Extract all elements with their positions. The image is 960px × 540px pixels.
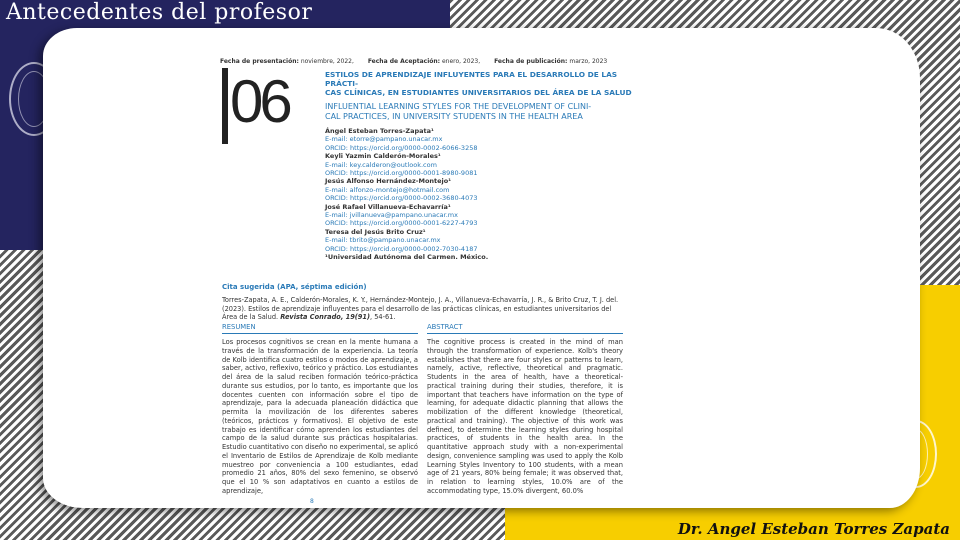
page-mark: 8 bbox=[310, 498, 314, 505]
author-orcid-link[interactable]: https://orcid.org/0000-0001-6227-4793 bbox=[350, 219, 478, 228]
author-orcid-link[interactable]: https://orcid.org/0000-0002-6066-3258 bbox=[350, 143, 478, 152]
author-list bbox=[325, 127, 635, 262]
abstract-columns bbox=[222, 323, 632, 495]
article-page bbox=[220, 44, 635, 505]
author-entry: José Rafael Villanueva-Echavarría¹ E-mail: jvillanueva@pampano.unacar.mx ORCID: https://orcid.org/0000-0001-6227-4793 bbox=[325, 202, 478, 228]
article-number: 06 bbox=[230, 68, 289, 135]
article-number-rule bbox=[222, 68, 228, 144]
abstract-column bbox=[427, 323, 623, 496]
abstract-heading: ABSTRACT bbox=[427, 323, 623, 334]
author-orcid-link[interactable]: https://orcid.org/0000-0002-7030-4187 bbox=[350, 244, 478, 253]
author-email-link[interactable]: jvillanueva@pampano.unacar.mx bbox=[349, 211, 458, 220]
article-header bbox=[325, 70, 635, 262]
author-email-link[interactable]: key.calderon@outlook.com bbox=[349, 160, 437, 169]
author-entry: Ángel Esteban Torres-Zapata¹ E-mail: etorre@pampano.unacar.mx ORCID: https://orcid.org/0000-0002-6066-3258 bbox=[325, 127, 478, 152]
author-email-link[interactable]: etorre@pampano.unacar.mx bbox=[349, 135, 443, 144]
author-orcid-link[interactable]: https://orcid.org/0000-0002-3680-4073 bbox=[350, 194, 478, 203]
author-entry: Keyli Yazmin Calderón-Morales¹ E-mail: key.calderon@outlook.com ORCID: https://orcid.org/0000-0001-8980-9081 bbox=[325, 152, 478, 178]
resumen-column bbox=[222, 323, 418, 496]
suggested-citation bbox=[222, 283, 628, 322]
presenter-name: Dr. Angel Esteban Torres Zapata bbox=[677, 520, 950, 538]
citation-heading: Cita sugerida (APA, séptima edición) bbox=[222, 283, 367, 291]
article-dates: Fecha de presentación: noviembre, 2022, Fecha de Aceptación: enero, 2023, Fecha de publicación: marzo, 2023 bbox=[220, 58, 608, 65]
slide-title: Antecedentes del profesor bbox=[6, 0, 313, 25]
author-email-link[interactable]: alfonzo-montejo@hotmail.com bbox=[349, 185, 450, 194]
title-english: INFLUENTIAL LEARNING STYLES FOR THE DEVELOPMENT OF CLINI- CAL PRACTICES, IN UNIVERSITY STUDENTS IN THE HEALTH AREA bbox=[325, 102, 592, 121]
affiliation: ¹Universidad Autónoma del Carmen. México. bbox=[325, 253, 489, 262]
resumen-heading: RESUMEN bbox=[222, 323, 418, 334]
author-entry: Jesús Alfonso Hernández-Montejo¹ E-mail: alfonzo-montejo@hotmail.com ORCID: https://orcid.org/0000-0002-3680-4073 bbox=[325, 177, 478, 203]
author-email-link[interactable]: tbrito@pampano.unacar.mx bbox=[349, 236, 441, 245]
abstract-text: The cognitive process is created in the mind of man through the transformation of experience. Kolb's theory establishes that there are four styles or patterns to learn, namely, active, reflective, theoretical and pragmatic. Students in the area of health, have a theoretical-practical training during their studies, therefore, it is important that teachers have information on the type of learning, for adequate didactic planning that allows the mobilization of the different knowledge (theoretical, practical and training). The objective of this work was defined, to determine the learning styles during hospital practices, of students in the health area. In the quantitative approach study with a non-experimental design, convenience sampling was used to apply the Kolb Learning Styles Inventory to 100 students, with a mean age of 21 years, 80% being female; it was observed that, in relation to learning styles, 10.0% are of the accommodating type, 15.0% divergent, 60.0% bbox=[427, 338, 623, 495]
document-card bbox=[43, 28, 920, 508]
title-spanish: ESTILOS DE APRENDIZAJE INFLUYENTES PARA EL DESARROLLO DE LAS PRÁCTI- CAS CLÍNICAS, EN ESTUDIANTES UNIVERSITARIOS DEL ÁREA DE LA SALUD bbox=[325, 70, 632, 97]
citation-text: Torres-Zapata, A. E., Calderón-Morales, K. Y., Hernández-Montejo, J. A., Villanueva-Echavarría, J. R., & Brito Cruz, T. J. del. (2023). Estilos de aprendizaje influyentes para el desarrollo de las prácticas clínicas, en estudiantes universitarios del Área de la Salud. Revista Conrado, 19(91), 54-61. bbox=[222, 296, 619, 321]
author-orcid-link[interactable]: https://orcid.org/0000-0001-8980-9081 bbox=[350, 169, 478, 178]
resumen-text: Los procesos cognitivos se crean en la mente humana a través de la transformación de la experiencia. La teoría de Kolb identifica cuatro estilos o modos de aprendizaje, a saber, activo, reflexivo, teórico y práctico. Los estudiantes del área de la salud reciben formación teórico-práctica durante sus estudios, por lo tanto, es importante que los docentes cuenten con información sobre el tipo de aprendizaje, para la adecuada planeación didáctica que permita la movilización de los diferentes saberes (teóricos, prácticos y formativos). El objetivo de este trabajo es identificar cómo aprenden los estudiantes del campo de la salud durante sus prácticas hospitalarias. Estudio cuantitativo con diseño no experimental, se aplicó el Inventario de Estilos de Aprendizaje de Kolb mediante muestreo por conveniencia a 100 estudiantes, edad promedio 21 años, 80% del sexo femenino, se observó que el 10 % son adaptativos en cuanto a estilos de aprendizaje, bbox=[222, 338, 418, 495]
author-entry: Teresa del Jesús Brito Cruz¹ E-mail: tbrito@pampano.unacar.mx ORCID: https://orcid.org/0000-0002-7030-4187 bbox=[325, 227, 478, 253]
